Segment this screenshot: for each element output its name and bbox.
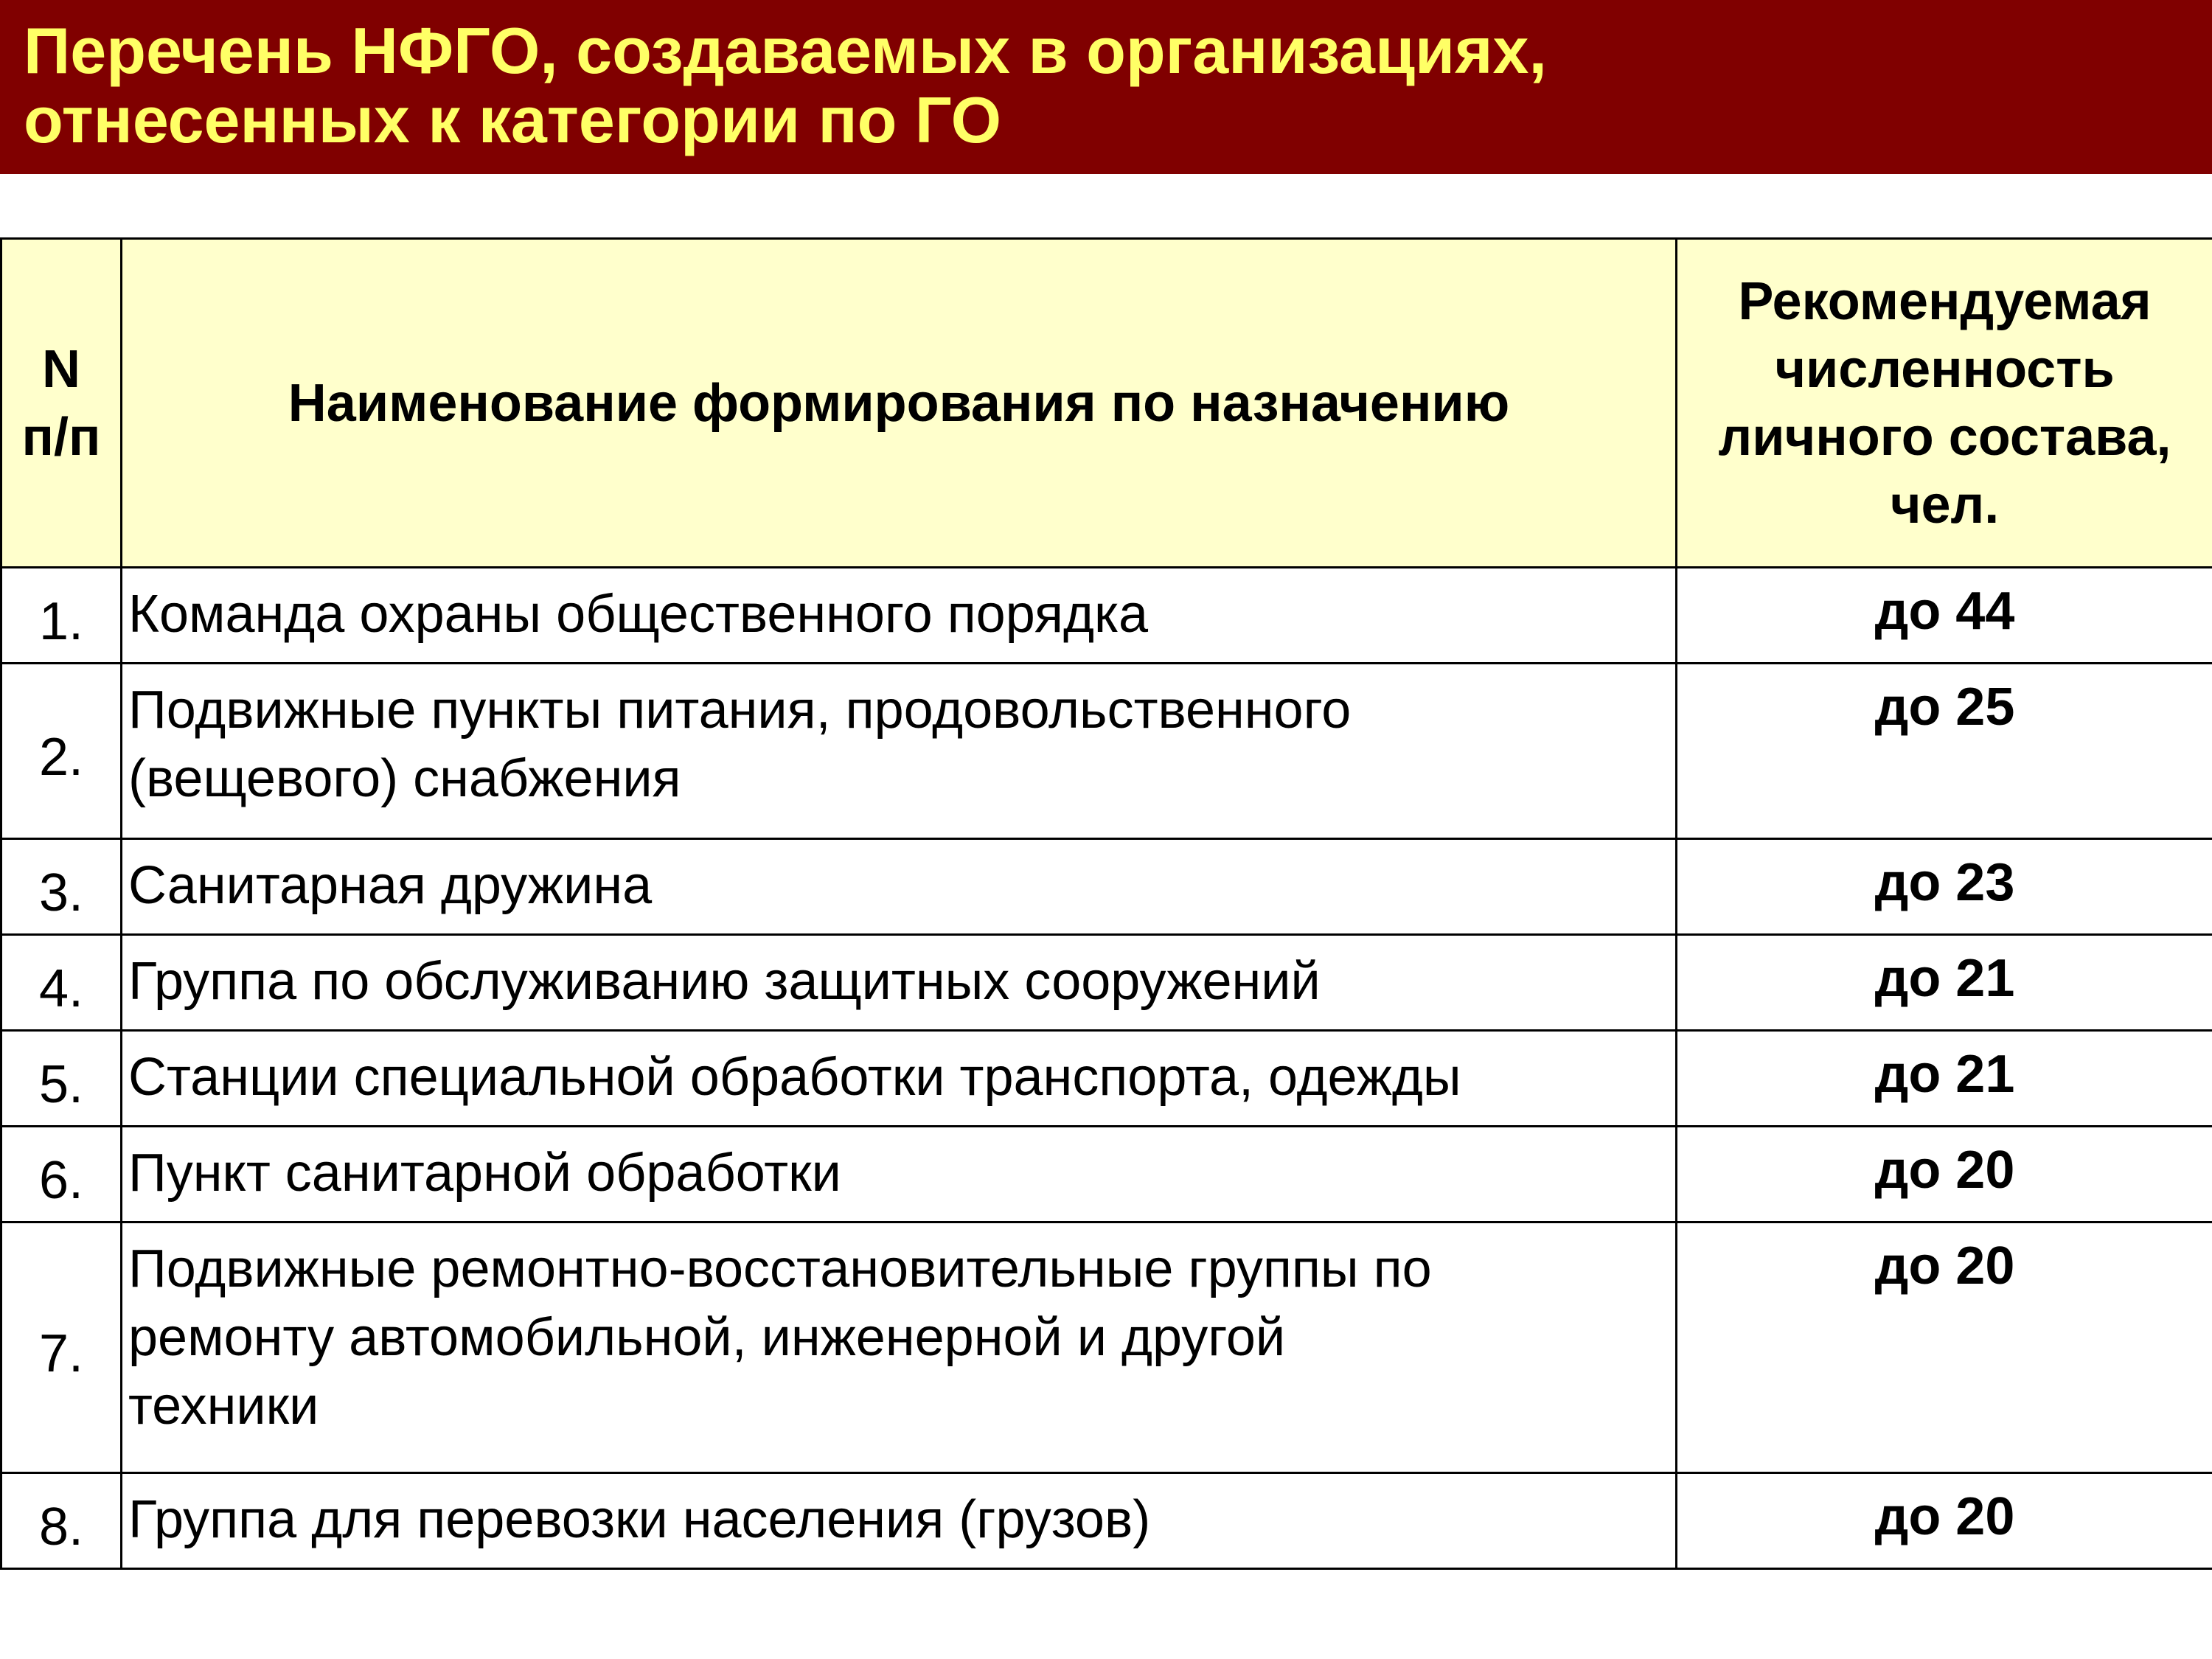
row-count: до 20 [1677,1127,2212,1222]
row-count: до 44 [1677,568,2212,664]
header-num [1,239,122,568]
table-row [1,1031,2212,1127]
title-line-2: отнесенных к категории по ГО [24,83,1002,156]
row-number: 4. [1,935,122,1031]
row-number: 2. [1,664,122,839]
row-count: до 21 [1677,1031,2212,1127]
row-name: Санитарная дружина [122,839,1677,935]
table-row [1,664,2212,839]
header-count-line: личного состава, [1718,407,2171,467]
table-row [1,1473,2212,1569]
row-count: до 21 [1677,935,2212,1031]
row-number: 3. [1,839,122,935]
row-count: до 20 [1677,1222,2212,1473]
table-row [1,935,2212,1031]
row-name: Группа для перевозки населения (грузов) [122,1473,1677,1569]
header-count-line: чел. [1890,475,2000,535]
header-count-line: численность [1775,339,2115,399]
row-number: 7. [1,1222,122,1473]
row-name: Подвижные ремонтно-восстановительные группы по ремонту автомобильной, инженерной и другой техники [122,1222,1677,1473]
row-count: до 23 [1677,839,2212,935]
row-name: Подвижные пункты питания, продовольственного (вещевого) снабжения [122,664,1677,839]
title-line-1: Перечень НФГО, создаваемых в организациях, [24,14,1547,87]
header-name: Наименование формирования по назначению [122,239,1677,568]
row-number: 1. [1,568,122,664]
header-num-line: N [42,339,80,399]
table-header-row [1,239,2212,568]
row-name: Группа по обслуживанию защитных сооружений [122,935,1677,1031]
row-count: до 25 [1677,664,2212,839]
header-count-line: Рекомендуемая [1738,271,2152,331]
table-row [1,839,2212,935]
table-row [1,1127,2212,1222]
row-name: Станции специальной обработки транспорта, одежды [122,1031,1677,1127]
row-name: Команда охраны общественного порядка [122,568,1677,664]
header-count [1677,239,2212,568]
row-count: до 20 [1677,1473,2212,1569]
row-number: 8. [1,1473,122,1569]
row-number: 5. [1,1031,122,1127]
formations-table [0,237,2212,1570]
row-number: 6. [1,1127,122,1222]
row-name: Пункт санитарной обработки [122,1127,1677,1222]
table-row [1,568,2212,664]
title-bar [0,0,2212,174]
header-num-line: п/п [21,407,101,467]
table-row [1,1222,2212,1473]
